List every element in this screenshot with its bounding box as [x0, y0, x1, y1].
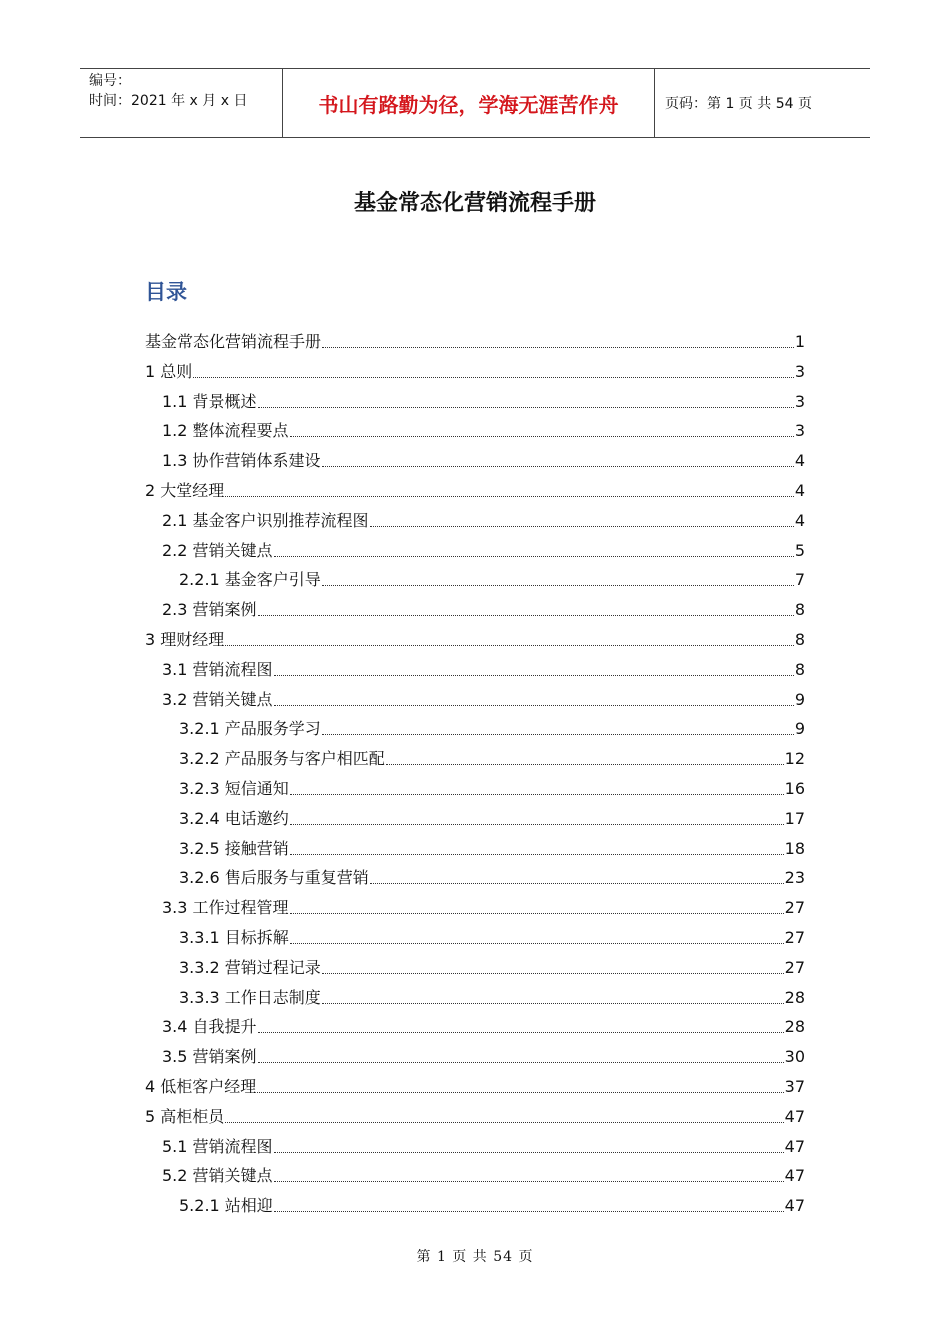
toc-entry-label: 1.3 协作营销体系建设 [162, 451, 321, 471]
toc-entry[interactable] [162, 1007, 805, 1037]
toc-entry-page-number: 28 [784, 1017, 805, 1037]
toc-dot-leader [290, 913, 784, 914]
toc-entry[interactable] [145, 471, 805, 501]
document-title: 基金常态化营销流程手册 [353, 191, 596, 216]
toc-entry-page-number: 4 [794, 451, 805, 471]
toc-entry-page-number: 5 [794, 540, 805, 560]
toc-entry[interactable] [145, 620, 805, 650]
toc-entry-page-number: 18 [784, 838, 805, 858]
toc-entry-label: 3.2.2 产品服务与客户相匹配 [179, 749, 385, 769]
toc-entry-label: 1.2 整体流程要点 [162, 421, 289, 441]
toc-dot-leader [193, 377, 794, 378]
toc-entry[interactable] [179, 918, 805, 948]
toc-entry-label: 2.3 营销案例 [162, 600, 257, 620]
toc-entry-label: 3.2 营销关键点 [162, 689, 273, 709]
toc-entry[interactable] [179, 709, 805, 739]
toc-dot-leader [290, 854, 784, 855]
toc-entry-page-number: 17 [784, 808, 805, 828]
toc-dot-leader [290, 824, 784, 825]
toc-entry-page-number: 9 [794, 719, 805, 739]
toc-dot-leader [386, 764, 784, 765]
toc-dot-leader [258, 1032, 784, 1033]
toc-entry[interactable] [162, 531, 805, 561]
toc-entry-page-number: 3 [794, 361, 805, 381]
toc-dot-leader [225, 496, 794, 497]
toc-entry-label: 3.2.3 短信通知 [179, 779, 289, 798]
toc-entry-page-number: 23 [784, 868, 805, 888]
toc-entry-page-number: 27 [784, 957, 805, 977]
toc-entry-page-number: 7 [794, 570, 805, 590]
toc-dot-leader [322, 973, 784, 974]
toc-entry[interactable] [179, 769, 805, 799]
page-footer: 第 1 页 共 54 页 [416, 1249, 534, 1265]
page-header-table [80, 68, 870, 138]
toc-entry-label: 2 大堂经理 [145, 481, 225, 500]
toc-entry[interactable] [145, 1067, 805, 1097]
toc-entry[interactable] [179, 799, 805, 829]
toc-entry[interactable] [179, 858, 805, 888]
toc-entry-page-number: 3 [794, 421, 805, 441]
toc-entry[interactable] [179, 739, 805, 769]
toc-entry-page-number: 27 [784, 898, 805, 918]
toc-entry-label: 3.5 营销案例 [162, 1047, 257, 1067]
document-time-label: 时间：2021 年 x 月 x 日 [89, 93, 248, 109]
toc-entry-page-number: 28 [784, 987, 805, 1007]
toc-dot-leader [322, 585, 794, 586]
header-page-info: 页码：第 1 页 共 54 页 [665, 96, 812, 112]
toc-dot-leader [290, 943, 784, 944]
toc-dot-leader [274, 1152, 784, 1153]
toc-dot-leader [274, 1211, 784, 1212]
toc-entry-page-number: 8 [794, 630, 805, 649]
toc-entry[interactable] [162, 888, 805, 918]
toc-entry-label: 1 总则 [145, 361, 193, 381]
toc-entry-label: 4 低柜客户经理 [145, 1077, 257, 1096]
toc-entry-label: 基金常态化营销流程手册 [145, 332, 322, 351]
toc-entry-label: 3.3.2 营销过程记录 [179, 957, 321, 977]
toc-dot-leader [274, 705, 794, 706]
toc-dot-leader [274, 1181, 784, 1182]
toc-entry-page-number: 4 [794, 481, 805, 500]
toc-dot-leader [290, 436, 794, 437]
toc-entry[interactable] [179, 978, 805, 1008]
toc-dot-leader [370, 526, 794, 527]
toc-entry[interactable] [162, 411, 805, 441]
toc-entry-page-number: 47 [784, 1106, 805, 1126]
toc-entry-page-number: 12 [784, 749, 805, 769]
toc-entry-label: 5.2.1 站相迎 [179, 1196, 273, 1216]
toc-entry-label: 3.3.1 目标拆解 [179, 928, 289, 947]
toc-entry-page-number: 3 [794, 391, 805, 411]
header-meta-cell [80, 69, 282, 137]
toc-entry-page-number: 16 [784, 779, 805, 798]
toc-entry-label: 5.1 营销流程图 [162, 1136, 273, 1156]
toc-entry-label: 1.1 背景概述 [162, 391, 257, 411]
toc-entry-label: 3.4 自我提升 [162, 1017, 257, 1037]
toc-entry-page-number: 47 [784, 1196, 805, 1216]
toc-entry[interactable] [179, 1186, 805, 1216]
toc-entry-page-number: 30 [784, 1047, 805, 1067]
toc-dot-leader [257, 1092, 783, 1093]
toc-entry-page-number: 8 [794, 659, 805, 679]
document-number-label: 编号： [89, 73, 131, 89]
toc-entry-label: 2.2 营销关键点 [162, 540, 273, 560]
toc-entry-label: 5.2 营销关键点 [162, 1166, 273, 1186]
toc-dot-leader [274, 556, 794, 557]
toc-entry-page-number: 47 [784, 1166, 805, 1186]
toc-entry-label: 3 理财经理 [145, 630, 225, 649]
toc-entry[interactable] [162, 1127, 805, 1157]
toc-dot-leader [322, 734, 794, 735]
toc-entry-label: 3.2.4 电话邀约 [179, 808, 289, 828]
toc-entry[interactable] [162, 1037, 805, 1067]
toc-entry-page-number: 1 [794, 332, 805, 351]
toc-entry[interactable] [162, 650, 805, 680]
toc-entry-page-number: 9 [794, 689, 805, 709]
toc-dot-leader [225, 1122, 783, 1123]
toc-entry-label: 3.2.6 售后服务与重复营销 [179, 868, 369, 888]
toc-heading: 目录 [145, 280, 187, 304]
toc-dot-leader [258, 615, 794, 616]
toc-dot-leader [322, 466, 794, 467]
toc-dot-leader [322, 347, 794, 348]
toc-entry[interactable] [145, 1097, 805, 1127]
toc-dot-leader [322, 1003, 784, 1004]
toc-entry-page-number: 37 [784, 1077, 805, 1096]
toc-dot-leader [258, 407, 794, 408]
toc-entry-label: 3.3 工作过程管理 [162, 898, 289, 918]
toc-entry-page-number: 27 [784, 928, 805, 947]
toc-entry-label: 2.1 基金客户识别推荐流程图 [162, 510, 369, 530]
toc-entry-label: 3.1 营销流程图 [162, 659, 273, 679]
header-motto: 书山有路勤为径，学海无涯苦作舟 [282, 69, 655, 137]
toc-entry[interactable] [162, 501, 805, 531]
toc-entry-label: 3.2.5 接触营销 [179, 838, 289, 858]
toc-dot-leader [225, 645, 794, 646]
toc-dot-leader [258, 1062, 784, 1063]
toc-entry[interactable] [162, 680, 805, 710]
toc-dot-leader [370, 883, 784, 884]
toc-entry-page-number: 8 [794, 600, 805, 620]
toc-entry-label: 3.3.3 工作日志制度 [179, 987, 321, 1007]
toc-dot-leader [274, 675, 794, 676]
toc-entry[interactable] [162, 590, 805, 620]
toc-entry[interactable] [145, 322, 805, 352]
toc-entry-label: 3.2.1 产品服务学习 [179, 719, 321, 739]
toc-entry[interactable] [162, 382, 805, 412]
toc-entry[interactable] [179, 829, 805, 859]
toc-entry[interactable] [145, 352, 805, 382]
toc-entry-label: 5 高柜柜员 [145, 1106, 225, 1126]
toc-entry[interactable] [162, 1156, 805, 1186]
toc-entry[interactable] [179, 948, 805, 978]
toc-dot-leader [290, 794, 784, 795]
toc-entry-page-number: 4 [794, 510, 805, 530]
toc-entry-page-number: 47 [784, 1136, 805, 1156]
toc-entry[interactable] [179, 560, 805, 590]
toc-entry[interactable] [162, 441, 805, 471]
toc-entry-label: 2.2.1 基金客户引导 [179, 570, 321, 590]
